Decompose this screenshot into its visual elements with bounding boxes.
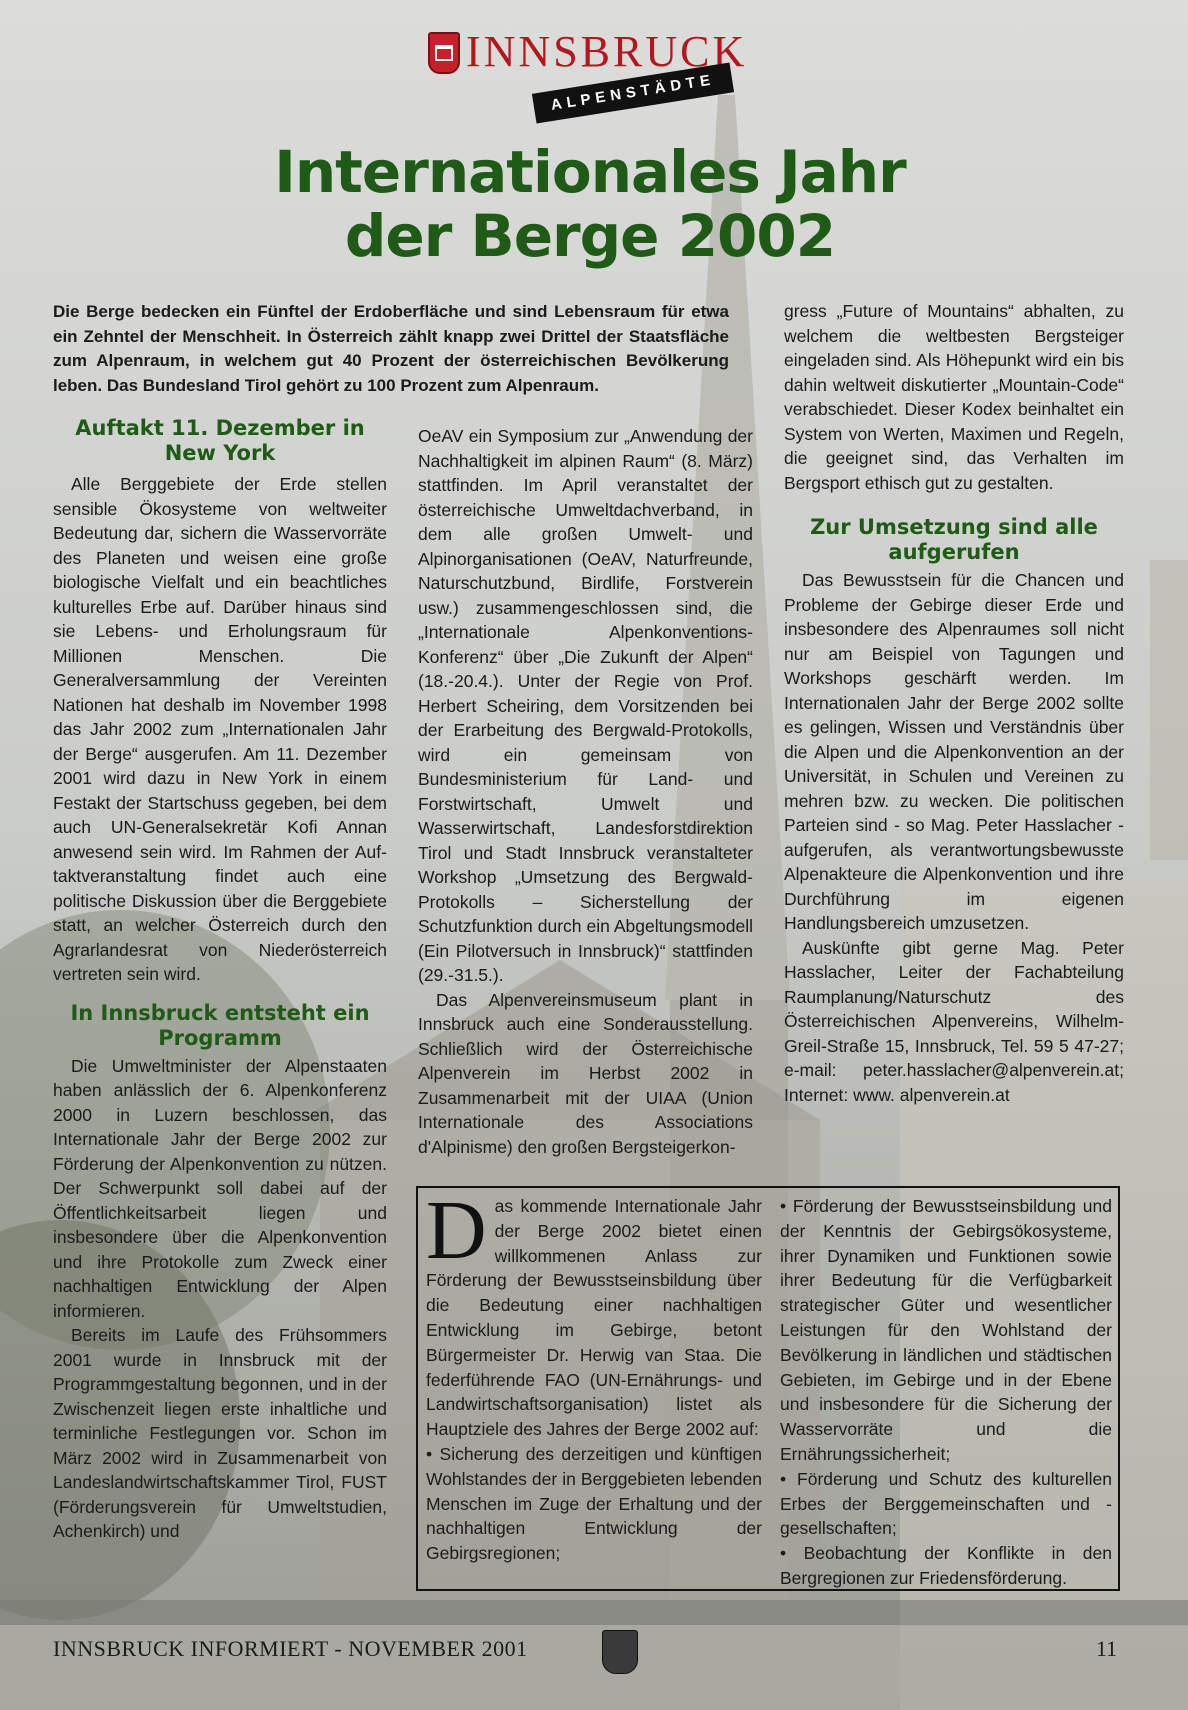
subheading-auftakt: Auftakt 11. Dezember in New York [75, 416, 365, 465]
col2-paragraph-2: Das Alpenvereinsmuseum plant in Innsbruck auch eine Sonderausstellung. Schließlich wird der Österreichische Alpenverein im Herbst 2002 in Zusammenarbeit mit der UIAA (Union Internationale des Associations d'Alpinisme) den großen Bergsteigerkon- [418, 989, 753, 1157]
col3-paragraph-3: Auskünfte gibt gerne Mag. Peter Hasslacher, Leiter der Fachabteilung Raumplanung/Naturschutz des Österreichischen Alpenvereins, Wilhelm-Greil-Straße 15, Innsbruck, Tel. 59 5 47-27; e-mail: peter.hasslacher@alpenverein.at; Internet: www. alpenverein.at [784, 937, 1124, 1105]
col1-paragraph-1: Alle Berggebiete der Erde stellen sensible Ökosysteme von weltweiter Bedeutung dar, sichern die Wasservorräte des Planeten und weisen eine große biologische Vielfalt und ein beachtliches kulturelles Erbe auf. Darüber hinaus sind sie Lebens- und Erholungsraum für Millionen Menschen. Die Generalversammlung der Vereinten Nationen hat deshalb im November 1998 das Jahr 2002 zum „Internationalen Jahr der Berge“ ausgerufen. Am 11. Dezember 2001 wird dazu in New York in einem Festakt der Startschuss gegeben, bei dem auch UN-Generalsekretär Kofi Annan anwesend sein wird. Im Rahmen der Auf-taktveranstaltung findet auch eine politische Diskussion über die Berggebiete statt, an welcher Österreich durch den Agrarlandesrat von Niederösterreich vertreten sein wird. [53, 474, 387, 984]
col3-paragraph-1: gress „Future of Mountains“ abhalten, zu welchem die weltbesten Bergsteiger eingeladen sind. Als Höhepunkt wird ein bis dahin weltweit diskutierter „Mountain-Code“ verabschiedet. Dieser Kodex beinhaltet ein System von Werten, Maximen und Regeln, die geeignet sind, das Verhalten im Bergsport ethisch gut zu gestalten. [784, 301, 1124, 493]
box-intro [426, 1184, 762, 1442]
box-column-2 [780, 1194, 1112, 1591]
column-1 [53, 418, 387, 1544]
box-intro-text: as kommende Internationale Jahr der Berge 2002 bietet einen willkommenen Anlass zur Förderung der Bewusstseinsbildung über die Bedeutung einer nachhaltigen Entwicklung im Gebirge, betont Bürgermeister Dr. Herwig van Staa. Die federführende FAO (UN-Ernährungs- und Landwirtschaftsorganisation) listet als Hauptziele des Jahres der Berge 2002 auf: [426, 1196, 762, 1440]
col1-paragraph-2: Die Umweltminister der Alpenstaaten haben anlässlich der 6. Alpenkonferenz 2000 in Luzern beschlossen, das Internationale Jahr der Berge 2002 zur Förderung der Alpenkonvention zu nützen. Der Schwerpunkt soll dabei auf der Öffentlichkeitsarbeit liegen und insbesondere über die Alpenkonvention und ihre Protokolle zum Zweck einer nachhaltigen Entwicklung der Alpen informieren. [53, 1055, 387, 1321]
box-column-1 [426, 1184, 762, 1566]
page-number: 11 [1096, 1636, 1118, 1661]
subheading-innsbruck-programm: In Innsbruck entsteht ein Programm [70, 1000, 370, 1050]
mayor-quote-box [416, 1186, 1120, 1591]
col2-paragraph-1: OeAV ein Symposium zur „Anwendung der Nachhaltigkeit im alpinen Raum“ (8. März) stattfinden. Im April veranstaltet der österreichische Umweltdachverband, in dem alle großen Umwelt- und Alpinorganisationen (OeAV, Naturfreunde, Naturschutzbund, Birdlife, Forstverein usw.) zusammengeschlossen sind, die „Internationale Alpenkonventions-Konferenz“ über „Die Zukunft der Alpen“ (18.-20.4.). Unter der Regie von Prof. Herbert Scheiring, dem Vorsitzenden bei der Erarbeitung des Bergwald-Protokolls, wird ein gemeinsam von Bundesministerium für Land- und Forstwirtschaft, Umwelt und Wasserwirtschaft, Landesforstdirektion Tirol und Stadt Innsbruck veranstalteter Workshop „Umsetzung des Bergwald-Protokolls – Sicherstellung der Schutzfunktion durch ein Abgeltungsmodell (Ein Pilotversuch in Innsbruck)“ stattfinden (29.-31.5.). [418, 426, 753, 985]
footer-crest-icon [602, 1630, 638, 1674]
page-title [160, 140, 1020, 268]
box-bullet-1: • Sicherung des derzeitigen und künftigen Wohlstandes der in Berggebieten lebenden Menschen im Zuge der Erhaltung und der nachhaltigen Entwicklung der Gebirgsregionen; [426, 1443, 762, 1564]
box-bullet-2: • Förderung der Bewusstseinsbildung und der Kenntnis der Gebirgsökosysteme, ihrer Dynamiken und Funktionen sowie ihrer Bedeutung für die Verfügbarkeit strategischer Güter und wesentlicher Leistungen für den Wohlstand der Bevölkerung in ländlichen und städtischen Gebieten, im Gebirge und in der Ebene und insbesondere für die Sicherung der Wasservorräte und die Ernährungssicherheit; [780, 1196, 1112, 1464]
innsbruck-alpenstaedte-logo [428, 28, 758, 118]
box-bullet-4: • Beobachtung der Konflikte in den Bergregionen zur Friedensförderung. [780, 1543, 1112, 1588]
col1-paragraph-3: Bereits im Laufe des Frühsommers 2001 wurde in Innsbruck mit der Programmgestaltung begonnen, und in der Zwischenzeit liegen erste inhaltliche und terminliche Festlegungen vor. Schon im März 2002 wird in Zusammenarbeit von Landeslandwirtschaftskammer Tirol, FUST (Förderungsverein für Umweltstudien, Achenkirch) und [53, 1325, 387, 1541]
col3-paragraph-2: Das Bewusstsein für die Chancen und Probleme der Gebirge dieser Erde und insbesondere des Alpenraumes soll nicht nur am Beispiel von Tagungen und Workshops geschärft werden. Im Internationalen Jahr der Berge 2002 sollte es gelingen, Wissen und Verständnis über die Alpen und die Alpenkonvention an der Universität, in Schulen und Vereinen zu mehren bzw. zu wecken. Die politischen Parteien sind - so Mag. Peter Hasslacher - aufgerufen, als verantwortungsbewusste Alpenakteure die Alpenkonvention und ihre Durchführung im eigenen Handlungsbereich umzusetzen. [784, 570, 1124, 933]
innsbruck-crest-icon [428, 32, 460, 74]
subheading-umsetzung: Zur Umsetzung sind alle aufgerufen [810, 515, 1098, 564]
title-line-2: der Berge 2002 [344, 202, 836, 270]
column-3 [784, 299, 1124, 1107]
logo-wordmark: INNSBRUCK [466, 27, 748, 76]
title-line-1: Internationales Jahr [274, 138, 906, 206]
footer-publication: INNSBRUCK INFORMIERT - NOVEMBER 2001 [53, 1636, 528, 1661]
box-bullet-3: • Förderung und Schutz des kulturellen Erbes der Berggemeinschaften und -gesellschaften; [780, 1468, 1112, 1539]
logo-band: ALPENSTÄDTE [532, 63, 734, 124]
lead-paragraph: Die Berge bedecken ein Fünftel der Erdoberfläche und sind Lebensraum für etwa ein Zehntel der Menschheit. In Österreich zählt knapp zwei Drittel der Staatsfläche zum Alpenraum, in welchem gut 40 Prozent der österreichischen Bevölkerung leben. Das Bundesland Tirol gehört zu 100 Prozent zum Alpenraum. [53, 302, 729, 395]
drop-cap: D [426, 1184, 487, 1277]
column-2 [418, 424, 753, 1159]
